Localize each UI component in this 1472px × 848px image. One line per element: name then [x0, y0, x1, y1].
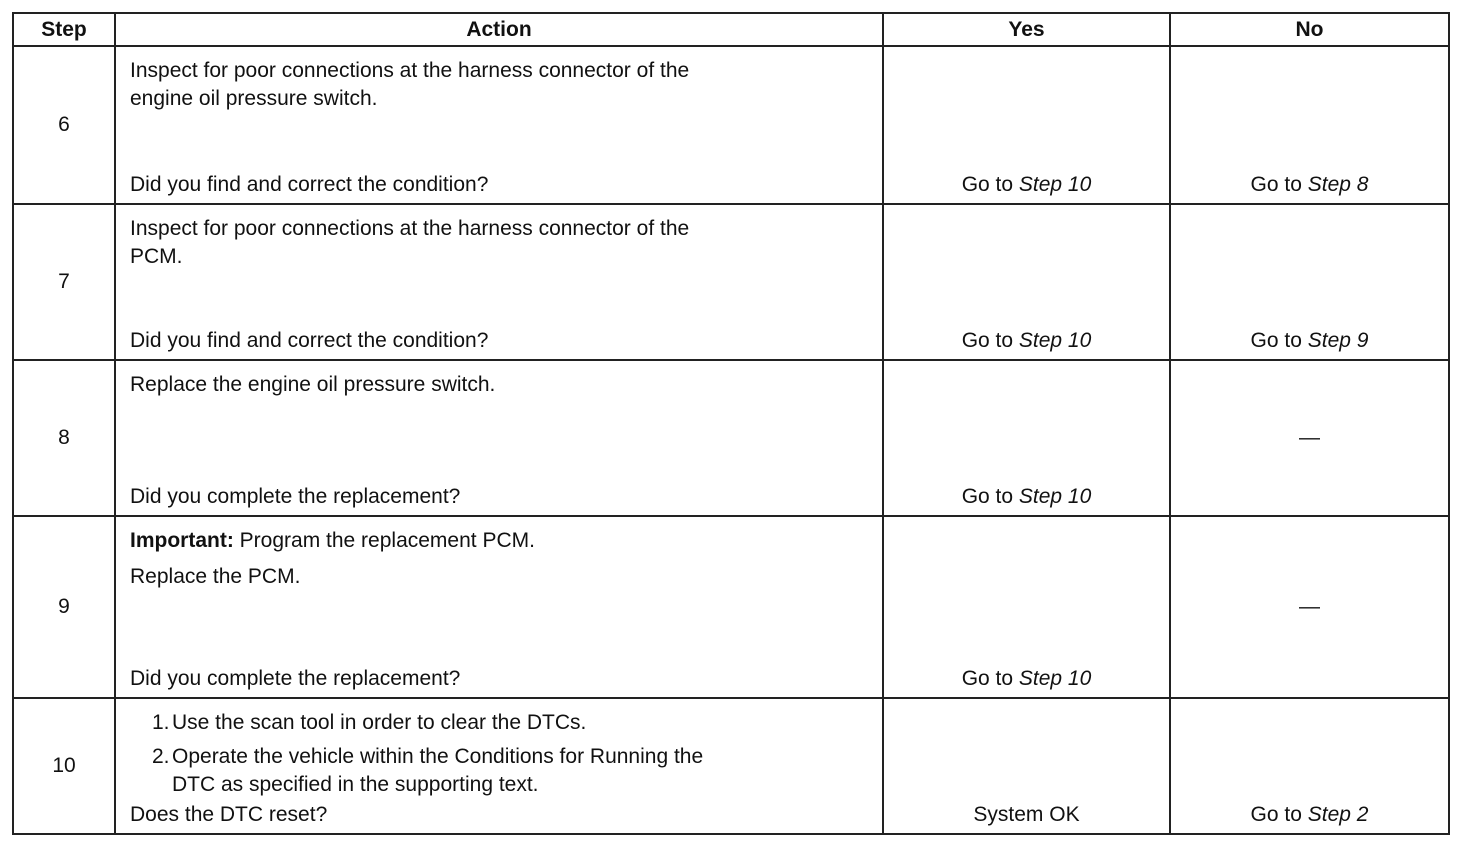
step-number: 6 [13, 46, 115, 204]
header-no: No [1170, 13, 1449, 46]
action-question: Did you complete the replacement? [130, 667, 461, 690]
header-step: Step [13, 13, 115, 46]
step-number: 9 [13, 516, 115, 698]
no-cell [1170, 698, 1449, 834]
header-action: Action [115, 13, 883, 46]
action-text: engine oil pressure switch. [130, 87, 378, 110]
table-row [13, 516, 1449, 698]
step-number: 10 [13, 698, 115, 834]
no-prefix: Go to [1250, 803, 1308, 826]
yes-step-ref: Step 10 [1018, 173, 1092, 196]
yes-cell [883, 46, 1170, 204]
yes-cell [883, 516, 1170, 698]
no-step-ref: Step 8 [1307, 173, 1369, 196]
list-text: Use the scan tool in order to clear the DTCs. [172, 711, 587, 734]
action-question: Does the DTC reset? [130, 803, 328, 826]
header-row [13, 13, 1449, 46]
action-question: Did you complete the replacement? [130, 485, 461, 508]
yes-cell [883, 204, 1170, 360]
action-question: Did you find and correct the condition? [130, 329, 489, 352]
table-row [13, 204, 1449, 360]
action-cell [115, 204, 883, 360]
action-cell [115, 46, 883, 204]
action-cell [115, 516, 883, 698]
list-number: 1. [152, 711, 170, 734]
header-yes: Yes [883, 13, 1170, 46]
yes-result: System OK [973, 803, 1080, 826]
action-question: Did you find and correct the condition? [130, 173, 489, 196]
yes-cell [883, 360, 1170, 516]
no-prefix: Go to [1250, 329, 1308, 352]
yes-step-ref: Step 10 [1018, 485, 1092, 508]
important-label: Important: [130, 529, 234, 552]
important-text: Program the replacement PCM. [233, 529, 535, 552]
table-row [13, 46, 1449, 204]
important-note [130, 527, 868, 555]
list-item [130, 709, 868, 737]
action-cell [115, 360, 883, 516]
yes-step-ref: Step 10 [1018, 329, 1092, 352]
no-dash: — [1299, 595, 1320, 618]
yes-prefix: Go to [961, 329, 1019, 352]
step-number: 7 [13, 204, 115, 360]
yes-prefix: Go to [961, 485, 1019, 508]
action-cell [115, 698, 883, 834]
diagnostic-table [12, 12, 1450, 835]
list-item [130, 743, 868, 799]
no-prefix: Go to [1250, 173, 1308, 196]
no-cell [1170, 204, 1449, 360]
yes-step-ref: Step 10 [1018, 667, 1092, 690]
yes-prefix: Go to [961, 173, 1019, 196]
action-text: Inspect for poor connections at the harness connector of the [130, 217, 690, 240]
yes-cell [883, 698, 1170, 834]
procedure-list [130, 709, 868, 799]
no-cell [1170, 46, 1449, 204]
list-text: DTC as specified in the supporting text. [172, 773, 539, 796]
step-number: 8 [13, 360, 115, 516]
no-dash: — [1299, 426, 1320, 449]
list-text: Operate the vehicle within the Conditions for Running the [172, 745, 704, 768]
action-text: Inspect for poor connections at the harness connector of the [130, 59, 690, 82]
no-step-ref: Step 2 [1307, 803, 1369, 826]
table-row [13, 360, 1449, 516]
action-text: PCM. [130, 245, 183, 268]
yes-prefix: Go to [961, 667, 1019, 690]
no-cell [1170, 360, 1449, 516]
action-text: Replace the engine oil pressure switch. [130, 373, 496, 396]
table-row [13, 698, 1449, 834]
no-cell [1170, 516, 1449, 698]
action-text: Replace the PCM. [130, 565, 301, 588]
list-number: 2. [152, 745, 170, 768]
no-step-ref: Step 9 [1307, 329, 1369, 352]
